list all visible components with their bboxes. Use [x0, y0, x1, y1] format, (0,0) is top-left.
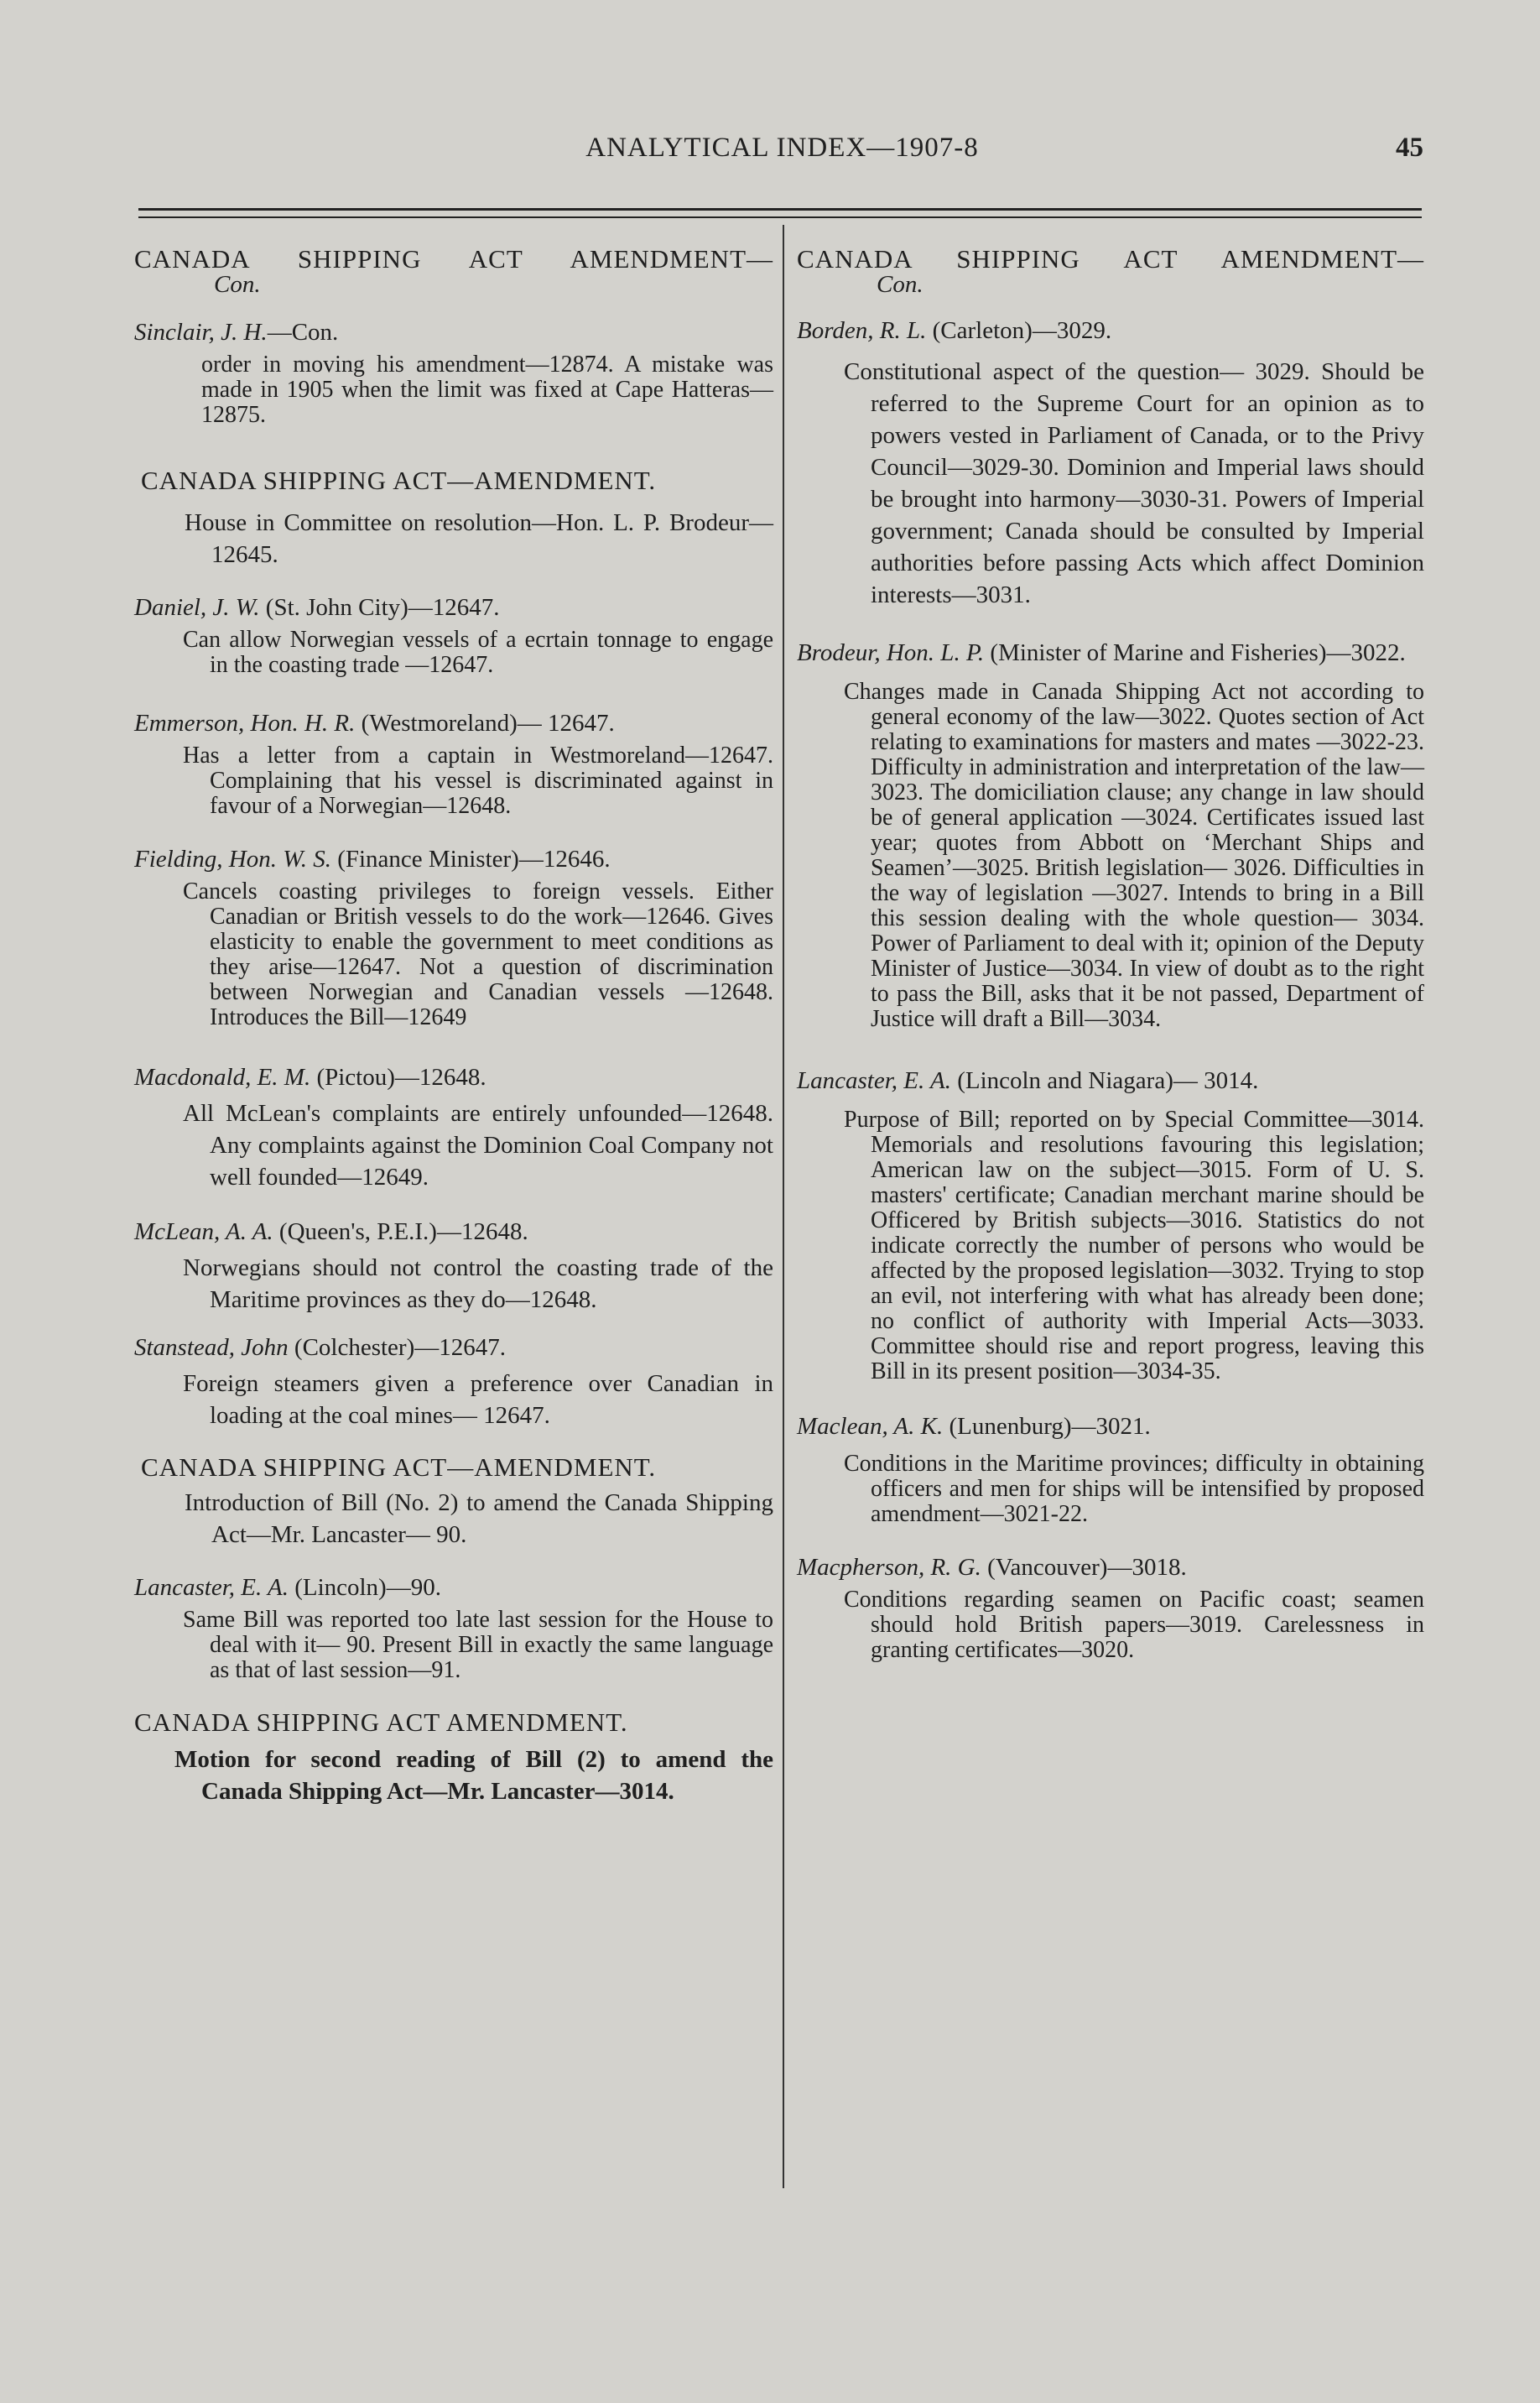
right-column [797, 245, 1424, 1663]
speaker-name-italic: Macpherson, R. G. [797, 1554, 981, 1581]
running-title: ANALYTICAL INDEX—1907-8 [585, 133, 979, 163]
index-entry: All McLean's complaints are entirely unfounded—12648. Any complaints against the Dominion Coal Company not well founded—12649. [183, 1100, 773, 1191]
index-entry: Has a letter from a captain in Westmoreland—12647. Complaining that his vessel is discriminated against in favour of a Norwegian—12648. [183, 743, 773, 819]
index-entry: Same Bill was reported too late last session for the House to deal with it— 90. Present Bill in exactly the same language as that of last session—91. [183, 1607, 773, 1683]
speaker-name [134, 594, 773, 621]
block-intro: House in Committee on resolution—Hon. L. P. Brodeur—12645. [185, 509, 773, 568]
index-entry: Norwegians should not control the coasting trade of the Maritime provinces as they do—12648. [183, 1254, 773, 1313]
speaker-detail: (Lincoln)—90. [288, 1574, 441, 1601]
speaker-name [134, 710, 773, 737]
index-entry: Foreign steamers given a preference over Canadian in loading at the coal mines— 12647. [183, 1370, 773, 1429]
speaker-detail: —Con. [267, 319, 339, 346]
index-entry: Changes made in Canada Shipping Act not according to general economy of the law—3022. Quotes section of Act relating to examinations for masters and mates —3022-23. Difficulty in administration and interpretation of the law—3023. The domiciliation clause; any change in law should be of general application —3024. Certificates issued last year; quotes from Abbott on ‘Merchant Ships and Seamen’—3025. British legislation— 3026. Difficulties in the way of legislation —3027. Intends to bring in a Bill this session dealing with the whole question— 3034. Power of Parliament to deal with it; opinion of the Deputy Minister of Justice—3034. In view of doubt as to the right to pass the Bill, asks that it be not passed, Department of Justice will draft a Bill—3034. [844, 679, 1424, 1032]
index-entry: Constitutional aspect of the question— 3029. Should be referred to the Supreme Court for an opinion as to powers vested in Parliament of Canada, or to the Privy Council—3029-30. Dominion and Imperial laws should be brought into harmony—3030-31. Powers of Imperial government; Canada should be consulted by Imperial authorities before passing Acts which affect Dominion interests—3031. [844, 358, 1424, 608]
running-header [134, 133, 1430, 175]
index-block-1 [134, 245, 773, 428]
speaker-name-italic: Brodeur, Hon. L. P. [797, 639, 985, 666]
column-divider [783, 225, 784, 2188]
speaker-name-italic: Borden, R. L. [797, 317, 927, 344]
speaker-detail: (Lunenburg)—3021. [943, 1413, 1151, 1440]
speaker-name-italic: Daniel, J. W. [134, 594, 260, 621]
speaker-name [134, 846, 773, 873]
block-heading: CANADA SHIPPING ACT AMENDMENT— [134, 244, 773, 274]
index-entry: Purpose of Bill; reported on by Special Committee—3014. Memorials and resolutions favouring this legislation; American law on the subject—3015. Form of U. S. masters' certificate; Canadian merchant marine should be Officered by British subjects—3016. Statistics do not indicate correctly the number of persons who would be affected by the proposed legislation—3032. Trying to stop an evil, not interfering with what has already been done; no conflict of authority with Imperial Acts—3033. Committee should rise and report progress, leaving this Bill in its present position—3034-35. [844, 1107, 1424, 1384]
speaker-name-italic: Lancaster, E. A. [134, 1574, 289, 1601]
block-heading: CANADA SHIPPING ACT AMENDMENT. [134, 1707, 628, 1737]
speaker-name-italic: Fielding, Hon. W. S. [134, 846, 331, 873]
block-heading: CANADA SHIPPING ACT—AMENDMENT. [141, 466, 657, 495]
left-column [134, 245, 773, 1807]
index-entry: Conditions in the Maritime provinces; difficulty in obtaining officers and men for ships will be intensified by proposed amendment—3021-22. [844, 1451, 1424, 1527]
speaker-detail: (Carleton)—3029. [926, 317, 1112, 344]
speaker-detail: (Queen's, P.E.I.)—12648. [273, 1218, 528, 1245]
index-entry: Can allow Norwegian vessels of a ecrtain tonnage to engage in the coasting trade —12647. [183, 627, 773, 678]
block-intro: Motion for second reading of Bill (2) to amend the Canada Shipping Act—Mr. Lancaster—3014. [174, 1746, 773, 1805]
header-rule-thin [138, 216, 1422, 218]
speaker-detail: (Colchester)—12647. [288, 1334, 506, 1361]
speaker-detail: (St. John City)—12647. [259, 594, 500, 621]
speaker-name [797, 1554, 1424, 1581]
page-number: 45 [1396, 133, 1423, 163]
block-heading: CANADA SHIPPING ACT AMENDMENT— [797, 244, 1424, 274]
speaker-detail: (Finance Minister)—12646. [330, 846, 611, 873]
speaker-name [797, 1067, 1424, 1094]
index-block-2 [134, 467, 773, 1431]
speaker-name [134, 1334, 773, 1361]
speaker-name-italic: McLean, A. A. [134, 1218, 273, 1245]
index-block-4 [134, 1708, 773, 1807]
speaker-name [797, 317, 1424, 344]
speaker-name [134, 1064, 773, 1091]
index-entry: order in moving his amendment—12874. A mistake was made in 1905 when the limit was fixed at Cape Hatteras—12875. [201, 352, 773, 428]
block-heading: CANADA SHIPPING ACT—AMENDMENT. [141, 1452, 657, 1482]
speaker-name-italic: Maclean, A. K. [797, 1413, 944, 1440]
speaker-name-italic: Macdonald, E. M. [134, 1064, 311, 1091]
index-entry: Cancels coasting privileges to foreign vessels. Either Canadian or British vessels to do the work—12646. Gives elasticity to enable the government to meet conditions as they arise—12647. Not a question of discrimination between Norwegian and Canadian vessels —12648. Introduces the Bill—12649 [183, 878, 773, 1030]
speaker-detail: (Minister of Marine and Fisheries)—3022. [984, 639, 1406, 666]
speaker-name-italic: Stanstead, John [134, 1334, 289, 1361]
speaker-name [134, 1218, 773, 1245]
speaker-detail: (Lincoln and Niagara)— 3014. [950, 1067, 1259, 1094]
continued-label: Con. [214, 271, 261, 298]
speaker-name [134, 319, 773, 346]
speaker-detail: (Vancouver)—3018. [981, 1554, 1187, 1581]
header-rule-thick [138, 208, 1422, 211]
speaker-name-italic: Lancaster, E. A. [797, 1067, 951, 1094]
block-intro: Introduction of Bill (No. 2) to amend the Canada Shipping Act—Mr. Lancaster— 90. [185, 1489, 773, 1548]
speaker-name [797, 639, 1424, 666]
continued-label: Con. [877, 271, 923, 298]
speaker-name-italic: Sinclair, J. H. [134, 319, 268, 346]
speaker-detail: (Westmoreland)— 12647. [355, 710, 615, 737]
index-entry: Conditions regarding seamen on Pacific coast; seamen should hold British papers—3019. Carelessness in granting certificates—3020. [844, 1587, 1424, 1663]
index-block-3 [134, 1453, 773, 1683]
speaker-name [797, 1413, 1424, 1440]
speaker-detail: (Pictou)—12648. [310, 1064, 486, 1091]
speaker-name [134, 1574, 773, 1601]
speaker-name-italic: Emmerson, Hon. H. R. [134, 710, 356, 737]
